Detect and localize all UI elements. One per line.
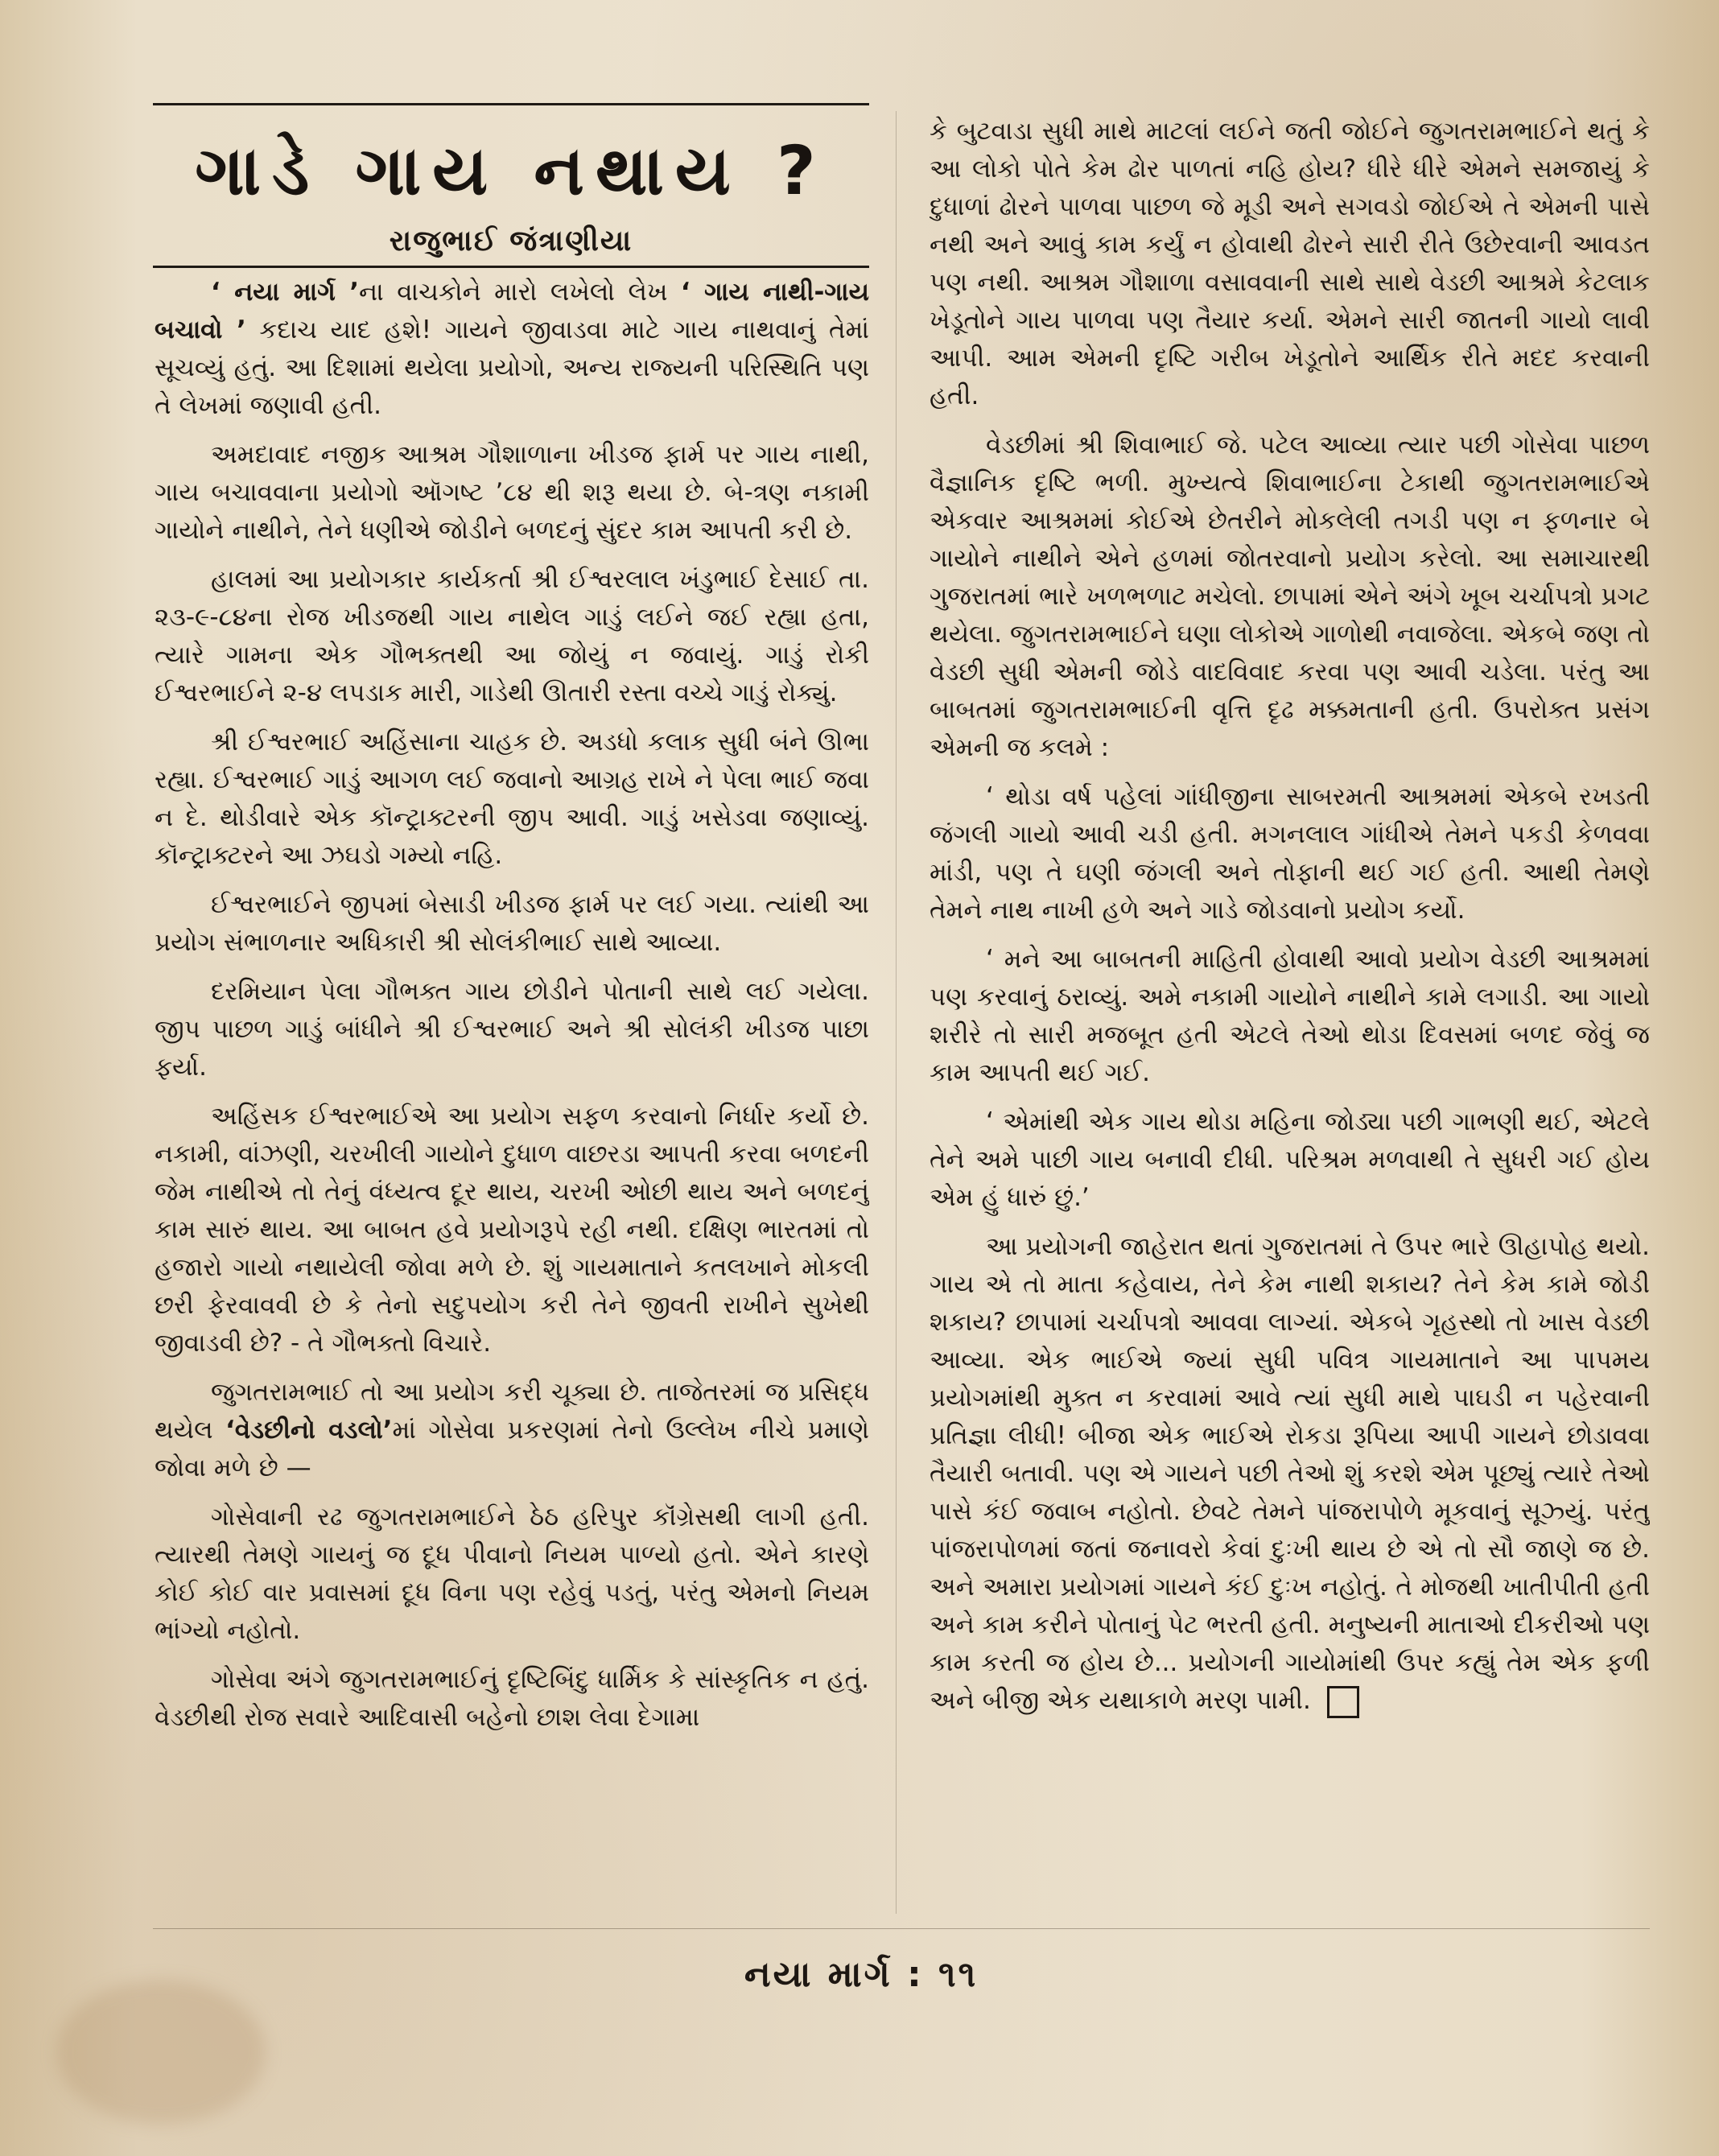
- paper-stain: [56, 1980, 266, 2125]
- right-column: [930, 113, 1650, 1931]
- article-paragraph: [930, 941, 1650, 1092]
- article-paragraph: [155, 1374, 869, 1487]
- paragraph-text: ગોસેવા અંગે જુગતરામભાઈનું દૃષ્ટિબિંદુ ધાર્મિક કે સાંસ્કૃતિક ન હતું. વેડછીથી રોજ સવારે આદિવાસી બહેનો છાશ લેવા દેગામા: [155, 1665, 869, 1732]
- article-paragraph: [155, 973, 869, 1086]
- paragraph-text: અમદાવાદ નજીક આશ્રમ ગૌશાળાના ખીડજ ફાર્મ પર ગાય નાથી, ગાય બચાવવાના પ્રયોગો ઑગષ્ટ ’૮૪ થી શરૂ થયા છે. બે-ત્રણ નકામી ગાયોને નાથીને, તેને ધણીએ જોડીને બળદનું સુંદર કામ આપતી કરી છે.: [155, 440, 869, 545]
- paragraph-text: ના વાચકોને મારો લખેલો લેખ: [359, 278, 681, 307]
- article-paragraph: [155, 274, 869, 425]
- paragraph-text: કદાચ યાદ હશે! ગાયને જીવાડવા માટે ગાય નાથવાનું તેમાં સૂચવ્યું હતું. આ દિશામાં થયેલા પ્રયોગો, અન્ય રાજ્યની પરિસ્થિતિ પણ તે લેખમાં જણાવી હતી.: [155, 315, 869, 420]
- left-column: [155, 274, 869, 1915]
- article-paragraph: [155, 561, 869, 712]
- article-paragraph: [155, 1661, 869, 1737]
- end-of-article-box: [1327, 1686, 1359, 1718]
- paragraph-text: ‘ મને આ બાબતની માહિતી હોવાથી આવો પ્રયોગ વેડછી આશ્રમમાં પણ કરવાનું ઠરાવ્યું. અમે નકામી ગાયોને નાથીને કામે લગાડી. આ ગાયો શરીરે તો સારી મજબૂત હતી એટલે તેઓ થોડા દિવસમાં બળદ જેવું જ કામ આપતી થઈ ગઈ.: [930, 945, 1650, 1087]
- article-paragraph: [155, 1098, 869, 1362]
- paragraph-text: માં ગોસેવા પ્રકરણમાં તેનો ઉલ્લેખ નીચે પ્રમાણે જોવા મળે છે —: [155, 1416, 869, 1482]
- paragraph-text: જુગતરામભાઈ તો આ પ્રયોગ કરી ચૂક્યા છે. તાજેતરમાં જ પ્રસિદ્ધ થયેલ: [155, 1378, 869, 1445]
- title-top-rule: [153, 103, 869, 105]
- paragraph-text: ‘ એમાંથી એક ગાય થોડા મહિના જોડ્યા પછી ગાભણી થઈ, એટલે તેને અમે પાછી ગાય બનાવી દીધી. પરિશ્રમ મળવાથી તે સુધરી ગઈ હોય એમ હું ધારું છું.’: [930, 1107, 1650, 1212]
- byline-rule: [153, 266, 869, 268]
- bold-phrase: ‘ ગાય નાથી-ગાય બચાવો ’: [155, 278, 869, 344]
- article-author: રાજુભાઈ જંત્રાણીયા: [389, 225, 633, 258]
- article-paragraph: [930, 113, 1650, 415]
- footer-rule: [153, 1928, 1650, 1929]
- page-footer: [636, 1949, 1086, 2001]
- paragraph-text: હાલમાં આ પ્રયોગકાર કાર્યકર્તા શ્રી ઈશ્વરલાલ ખંડુભાઈ દેસાઈ તા. ૨૩-૯-૮૪ના રોજ ખીડજથી ગાય નાથેલ ગાડું લઈને જઈ રહ્યા હતા, ત્યારે ગામના એક ગૌભક્તથી આ જોયું ન જવાયું. ગાડું રોકી ઈશ્વરભાઈને ૨-૪ લપડાક મારી, ગાડેથી ઊતારી રસ્તા વચ્ચે ગાડું રોક્યું.: [155, 565, 869, 707]
- article-title: ગાડે ગાય નથાય ?: [195, 131, 827, 210]
- bold-phrase: ‘ નયા માર્ગ ’: [211, 278, 360, 307]
- paragraph-text: આ પ્રયોગની જાહેરાત થતાં ગુજરાતમાં તે ઉપર ભારે ઊહાપોહ થયો. ગાય એ તો માતા કહેવાય, તેને કેમ નાથી શકાય? તેને કેમ કામે જોડી શકાય? છાપામાં ચર્ચાપત્રો આવવા લાગ્યાં. એકબે ગૃહસ્થો તો ખાસ વેડછી આવ્યા. એક ભાઈએ જ્યાં સુધી પવિત્ર ગાયમાતાને આ પાપમય પ્રયોગમાંથી મુક્ત ન કરવામાં આવે ત્યાં સુધી માથે પાઘડી ન પહેરવાની પ્રતિજ્ઞા લીધી! બીજા એક ભાઈએ રોકડા રૂપિયા આપી ગાયને છોડાવવા તૈયારી બતાવી. પણ એ ગાયને પછી તેઓ શું કરશે એમ પૂછ્યું ત્યારે તેઓ પાસે કંઈ જવાબ નહોતો. છેવટે તેમને પાંજરાપોળે મૂકવાનું સૂઝ્યું. પરંતુ પાંજરાપોળમાં જતાં જનાવરો કેવાં દુઃખી થાય છે એ તો સૌ જાણે જ છે. અને અમારા પ્રયોગમાં ગાયને કંઈ દુઃખ નહોતું. તે મોજથી ખાતીપીતી હતી અને કામ કરીને પોતાનું પેટ ભરતી હતી. મનુષ્યની માતાઓ દીકરીઓ પણ કામ કરતી જ હોય છે... પ્રયોગની ગાયોમાંથી ઉપર કહ્યું તેમ એક ફળી અને બીજી એક યથાકાળે મરણ પામી.: [930, 1232, 1650, 1715]
- article-paragraph: [930, 1103, 1650, 1217]
- paragraph-text: ગોસેવાની રઢ જુગતરામભાઈને ઠેઠ હરિપુર કૉંગ્રેસથી લાગી હતી. ત્યારથી તેમણે ગાયનું જ દૂધ પીવાનો નિયમ પાળ્યો હતો. એને કારણે કોઈ કોઈ વાર પ્રવાસમાં દૂધ વિના પણ રહેવું પડતું, પરંતુ એમનો નિયમ ભાંગ્યો નહોતો.: [155, 1503, 869, 1645]
- article-paragraph: [155, 886, 869, 962]
- article-paragraph: [930, 778, 1650, 930]
- article-paragraph: [155, 723, 869, 875]
- article-paragraph: [930, 427, 1650, 767]
- footer-page-number: ૧૧: [938, 1954, 979, 1995]
- paragraph-text: વેડછીમાં શ્રી શિવાભાઈ જે. પટેલ આવ્યા ત્યાર પછી ગોસેવા પાછળ વૈજ્ઞાનિક દૃષ્ટિ ભળી. મુખ્યત્વે શિવાભાઈના ટેકાથી જુગતરામભાઈએ એકવાર આશ્રમમાં કોઈએ છેતરીને મોકલેલી તગડી પણ ન ફળનાર બે ગાયોને નાથીને એને હળમાં જોતરવાનો પ્રયોગ કરેલો. આ સમાચારથી ગુજરાતમાં ભારે ખળભળાટ મચેલો. છાપામાં એને અંગે ખૂબ ચર્ચાપત્રો પ્રગટ થયેલા. જુગતરામભાઈને ઘણા લોકોએ ગાળોથી નવાજેલા. એકબે જણ તો વેડછી સુધી એમની જોડે વાદવિવાદ કરવા પણ આવી ચડેલા. પરંતુ આ બાબતમાં જુગતરામભાઈની વૃત્તિ દૃઢ મક્કમતાની હતી. ઉપરોક્ત પ્રસંગ એમની જ કલમે :: [930, 431, 1650, 762]
- footer-magazine-name: નયા માર્ગ: [744, 1954, 892, 1995]
- article-paragraph: [155, 436, 869, 550]
- footer-separator: :: [907, 1954, 924, 1995]
- column-divider: [896, 111, 897, 1914]
- paragraph-text: શ્રી ઈશ્વરભાઈ અહિંસાના ચાહક છે. અડધો કલાક સુધી બંને ઊભા રહ્યા. ઈશ્વરભાઈ ગાડું આગળ લઈ જવાનો આગ્રહ રાખે ને પેલા ભાઈ જવા ન દે. થોડીવારે એક કૉન્ટ્રાક્ટરની જીપ આવી. ગાડું ખસેડવા જણાવ્યું. કૉન્ટ્રાક્ટરને આ ઝઘડો ગમ્યો નહિ.: [155, 728, 869, 870]
- paragraph-text: દરમિયાન પેલા ગૌભક્ત ગાય છોડીને પોતાની સાથે લઈ ગયેલા. જીપ પાછળ ગાડું બાંધીને શ્રી ઈશ્વરભાઈ અને શ્રી સોલંકી ખીડજ પાછા ફર્યા.: [155, 977, 869, 1082]
- paragraph-text: ‘ થોડા વર્ષ પહેલાં ગાંધીજીના સાબરમતી આશ્રમમાં એકબે રખડતી જંગલી ગાયો આવી ચડી હતી. મગનલાલ ગાંધીએ તેમને પકડી કેળવવા માંડી, પણ તે ઘણી જંગલી અને તોફાની થઈ ગઈ હતી. આથી તેમણે તેમને નાથ નાખી હળે અને ગાડે જોડવાનો પ્રયોગ કર્યો.: [930, 782, 1650, 925]
- article-paragraph: [930, 1228, 1650, 1720]
- paragraph-text: કે બુટવાડા સુધી માથે માટલાં લઈને જતી જોઈને જુગતરામભાઈને થતું કે આ લોકો પોતે કેમ ઢોર પાળતાં નહિ હોય? ધીરે ધીરે એમને સમજાયું કે દુધાળાં ઢોરને પાળવા પાછળ જે મૂડી અને સગવડો જોઈએ તે એમની પાસે નથી અને આવું કામ કર્યું ન હોવાથી ઢોરને સારી રીતે ઉછેરવાની આવડત પણ નથી. આશ્રમ ગૌશાળા વસાવવાની સાથે સાથે વેડછી આશ્રમે કેટલાક ખેડૂતોને ગાય પાળવા પણ તૈયાર કર્યા. એમને સારી જાતની ગાયો લાવી આપી. આમ એમની દૃષ્ટિ ગરીબ ખેડૂતોને આર્થિક રીતે મદદ કરવાની હતી.: [930, 117, 1650, 410]
- article-paragraph: [155, 1498, 869, 1650]
- bold-phrase: ‘વેડછીનો વડલો’: [225, 1416, 393, 1445]
- paragraph-text: ઈશ્વરભાઈને જીપમાં બેસાડી ખીડજ ફાર્મ પર લઈ ગયા. ત્યાંથી આ પ્રયોગ સંભાળનાર અધિકારી શ્રી સોલંકીભાઈ સાથે આવ્યા.: [155, 890, 869, 957]
- paragraph-text: અહિંસક ઈશ્વરભાઈએ આ પ્રયોગ સફળ કરવાનો નિર્ધાર કર્યો છે. નકામી, વાંઝણી, ચરખીલી ગાયોને દુધાળ વાછરડા આપતી કરવા બળદની જેમ નાથીએ તો તેનું વંધ્યત્વ દૂર થાય, ચરખી ઓછી થાય અને બળદનું કામ સારું થાય. આ બાબત હવે પ્રયોગરૂપે રહી નથી. દક્ષિણ ભારતમાં તો હજારો ગાયો નથાયેલી જોવા મળે છે. શું ગાયમાતાને કતલખાને મોકલી છરી ફેરવાવવી છે કે તેનો સદુપયોગ કરી તેને જીવતી રાખીને સુખેથી જીવાડવી છે? - તે ગૌભક્તો વિચારે.: [155, 1102, 869, 1358]
